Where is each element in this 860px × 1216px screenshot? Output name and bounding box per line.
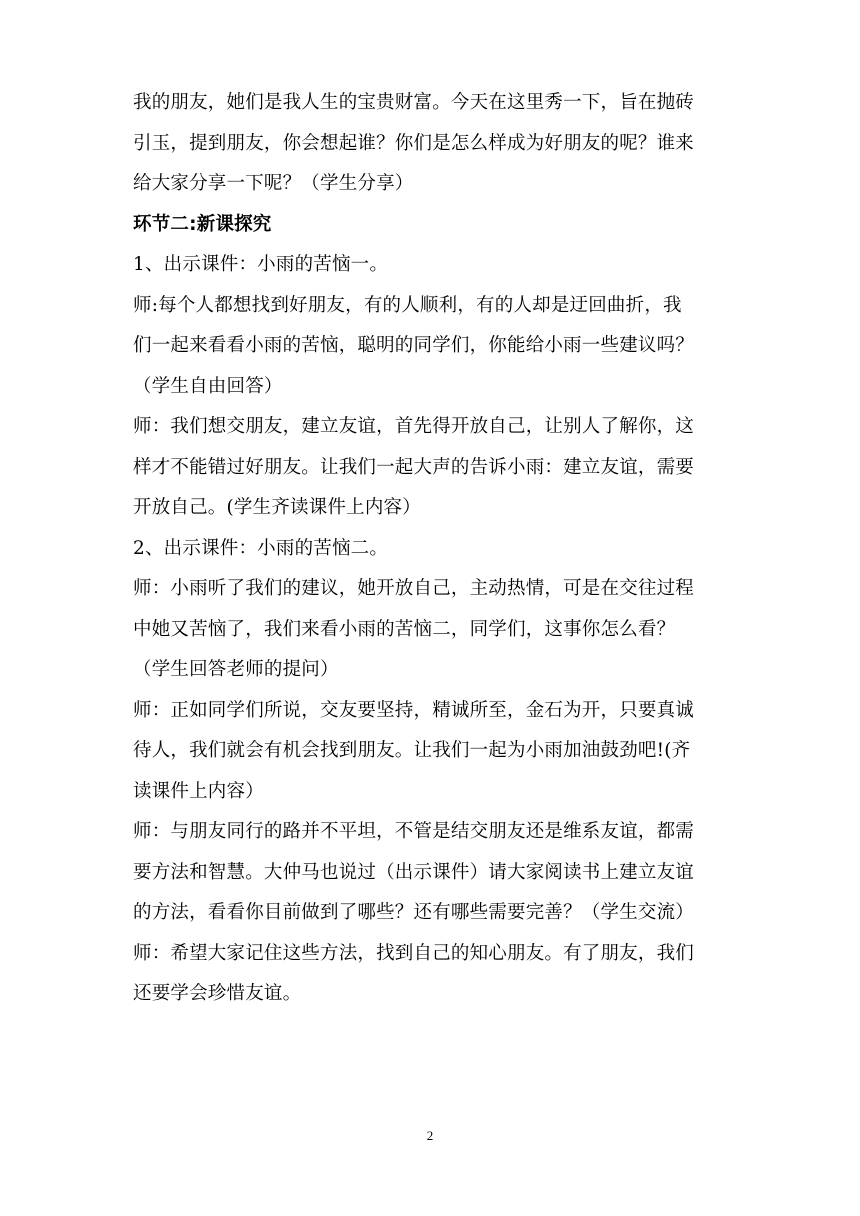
- body-text-line: 师：与朋友同行的路并不平坦，不管是结交朋友还是维系友谊，都需: [133, 821, 695, 842]
- body-text-line: 还要学会珍惜友谊。: [133, 983, 302, 1004]
- body-text-line: 的方法，看看你目前做到了哪些？还有哪些需要完善？（学生交流）: [133, 902, 695, 923]
- page-number: 2: [426, 1128, 434, 1143]
- body-text-line: 师:每个人都想找到好朋友，有的人顺利，有的人却是迂回曲折，我: [133, 294, 682, 316]
- body-text-line: 师：小雨听了我们的建议，她开放自己，主动热情，可是在交往过程: [133, 578, 695, 599]
- body-text-line: 读课件上内容）: [133, 780, 264, 802]
- body-text-line: 们一起来看看小雨的苦恼，聪明的同学们，你能给小雨一些建议吗？: [133, 335, 695, 356]
- body-text-line: 1、出示课件：小雨的苦恼一。: [133, 254, 389, 275]
- body-text-line: 我的朋友，她们是我人生的宝贵财富。今天在这里秀一下，旨在抛砖: [133, 92, 695, 113]
- body-text-line: 师：希望大家记住这些方法，找到自己的知心朋友。有了朋友，我们: [133, 942, 695, 964]
- document-body: [133, 83, 733, 1015]
- section-heading: 环节二:新课探究: [133, 213, 272, 235]
- body-text-line: 中她又苦恼了，我们来看小雨的苦恼二，同学们，这事你怎么看？: [133, 618, 676, 640]
- body-text-line: 要方法和智慧。大仲马也说过（出示课件）请大家阅读书上建立友谊: [133, 861, 695, 883]
- body-text-line: 2、出示课件：小雨的苦恼二。: [133, 537, 389, 559]
- body-text-line: 样才不能错过好朋友。让我们一起大声的告诉小雨：建立友谊，需要: [133, 456, 695, 478]
- body-text-line: （学生自由回答）: [133, 375, 283, 397]
- body-text-line: 引玉，提到朋友，你会想起谁？你们是怎么样成为好朋友的呢？谁来: [133, 132, 695, 154]
- body-text-line: （学生回答老师的提问）: [133, 659, 339, 680]
- body-text-line: 待人，我们就会有机会找到朋友。让我们一起为小雨加油鼓劲吧!(齐: [133, 740, 691, 761]
- body-text-line: 师：我们想交朋友，建立友谊，首先得开放自己，让别人了解你，这: [133, 416, 695, 437]
- body-text-line: 给大家分享一下呢？（学生分享）: [133, 173, 414, 194]
- body-text-line: 开放自己。(学生齐读课件上内容）: [133, 497, 421, 518]
- body-text-line: 师：正如同学们所说，交友要坚持，精诚所至，金石为开，只要真诚: [133, 699, 695, 721]
